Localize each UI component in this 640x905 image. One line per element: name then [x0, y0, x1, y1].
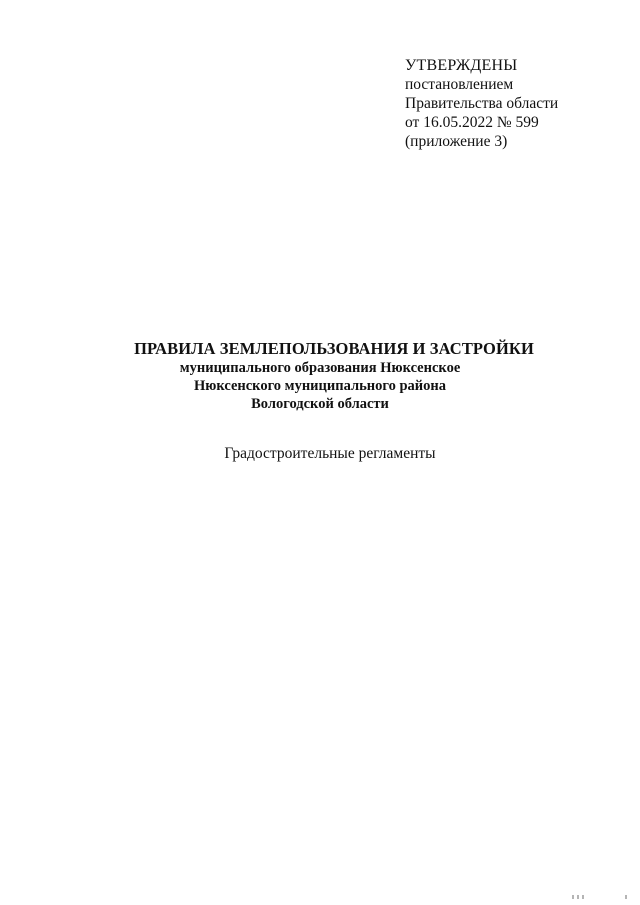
approval-line-appendix: (приложение 3) — [405, 133, 508, 150]
scan-artifact-mark — [582, 895, 584, 899]
document-subtitle-region: Вологодской области — [251, 396, 389, 412]
approval-stamp — [405, 56, 630, 151]
document-subtitle-municipality: муниципального образования Нюксенское — [179, 360, 461, 376]
approval-line-date-number: от 16.05.2022 № 599 — [405, 114, 539, 131]
approval-line-government: Правительства области — [405, 95, 559, 112]
scan-artifact-mark — [577, 895, 579, 899]
document-title-block — [0, 339, 640, 413]
document-section-subtitle: Градостроительные регламенты — [224, 445, 436, 462]
approval-heading: УТВЕРЖДЕНЫ — [405, 57, 518, 74]
scan-artifact-mark — [625, 895, 627, 899]
document-title: ПРАВИЛА ЗЕМЛЕПОЛЬЗОВАНИЯ И ЗАСТРОЙКИ — [134, 339, 534, 358]
approval-line-resolution: постановлением — [405, 76, 514, 93]
scan-artifact-mark — [572, 895, 574, 899]
document-subtitle-district: Нюксенского муниципального района — [193, 378, 446, 394]
